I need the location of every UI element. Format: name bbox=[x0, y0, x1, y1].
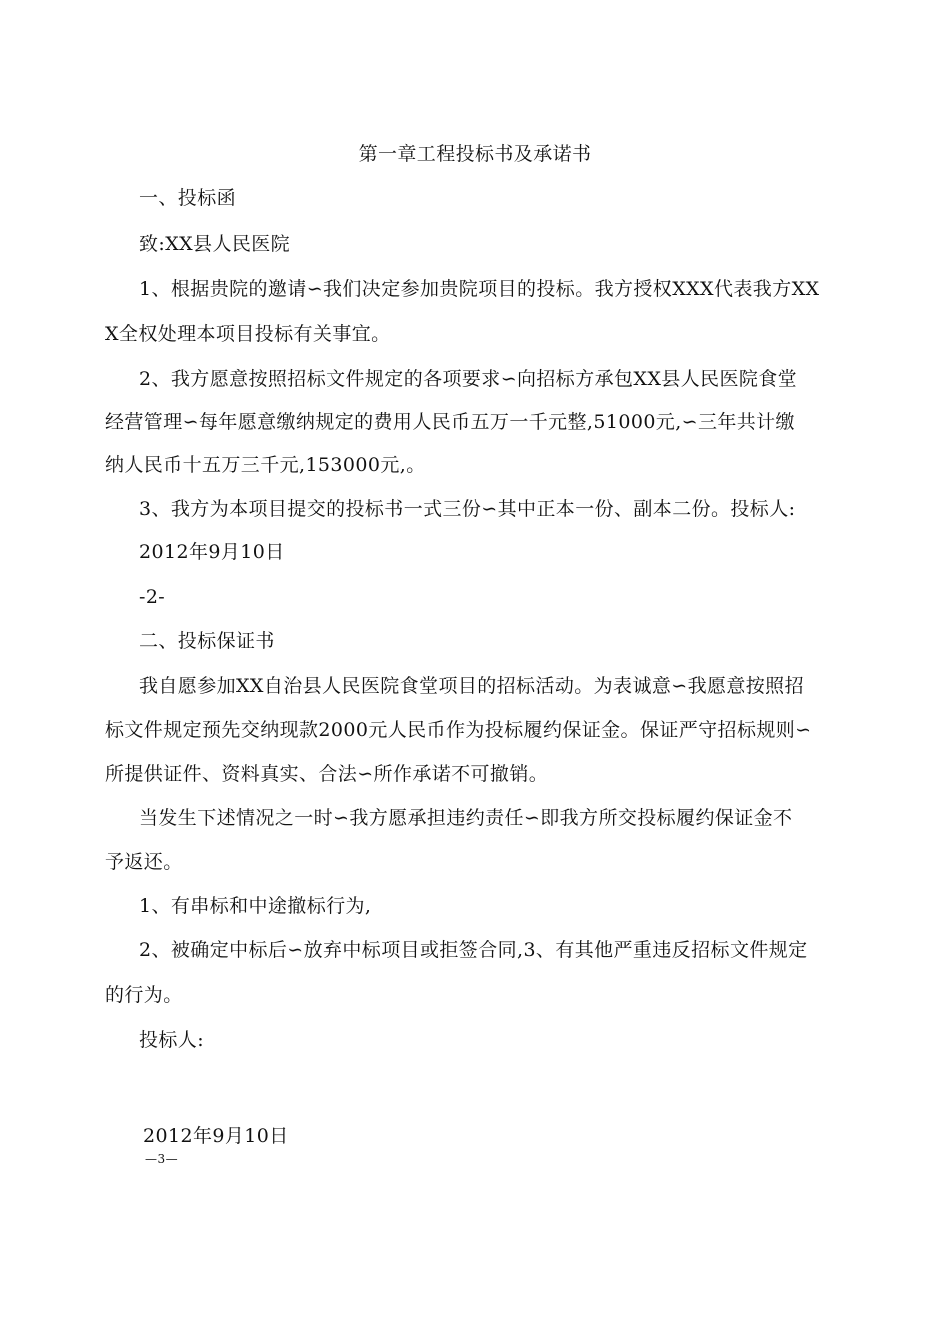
bidder-label: 投标人: bbox=[139, 1029, 205, 1051]
condition2-line2: 的行为。 bbox=[105, 984, 183, 1006]
para1-line1: 我自愿参加XX自治县人民医院食堂项目的招标活动。为表诚意∽我愿意按照招 bbox=[139, 675, 804, 697]
item2-line3: 纳人民币十五万三千元,153000元,。 bbox=[105, 454, 426, 476]
date2: 2012年9月10日 bbox=[143, 1125, 289, 1147]
addressee: 致:XX县人民医院 bbox=[139, 233, 291, 255]
condition2-line1: 2、被确定中标后∽放弃中标项目或拒签合同,3、有其他严重违反招标文件规定 bbox=[139, 939, 808, 961]
condition1: 1、有串标和中途撤标行为, bbox=[139, 895, 372, 917]
page-number-3: —3— bbox=[145, 1152, 179, 1166]
item2-line1: 2、我方愿意按照招标文件规定的各项要求∽向招标方承包XX县人民医院食堂 bbox=[139, 368, 798, 390]
section2-heading: 二、投标保证书 bbox=[139, 630, 275, 652]
para2-line1: 当发生下述情况之一时∽我方愿承担违约责任∽即我方所交投标履约保证金不 bbox=[139, 807, 793, 829]
section1-heading: 一、投标函 bbox=[139, 187, 237, 209]
item1-line1: 1、根据贵院的邀请∽我们决定参加贵院项目的投标。我方授权XXX代表我方XX bbox=[139, 278, 820, 300]
document-title: 第一章工程投标书及承诺书 bbox=[358, 143, 592, 165]
item3: 3、我方为本项目提交的投标书一式三份∽其中正本一份、副本二份。投标人: bbox=[139, 498, 796, 520]
para1-line3: 所提供证件、资料真实、合法∽所作承诺不可撤销。 bbox=[105, 763, 549, 785]
date1: 2012年9月10日 bbox=[139, 541, 285, 563]
page-number-2: -2- bbox=[139, 586, 166, 608]
item2-line2: 经营管理∽每年愿意缴纳规定的费用人民币五万一千元整,51000元,∽三年共计缴 bbox=[105, 411, 795, 433]
para1-line2: 标文件规定预先交纳现款2000元人民币作为投标履约保证金。保证严守招标规则∽ bbox=[105, 719, 812, 741]
item1-line2: X全权处理本项目投标有关事宜。 bbox=[105, 323, 391, 345]
para2-line2: 予返还。 bbox=[105, 851, 183, 873]
